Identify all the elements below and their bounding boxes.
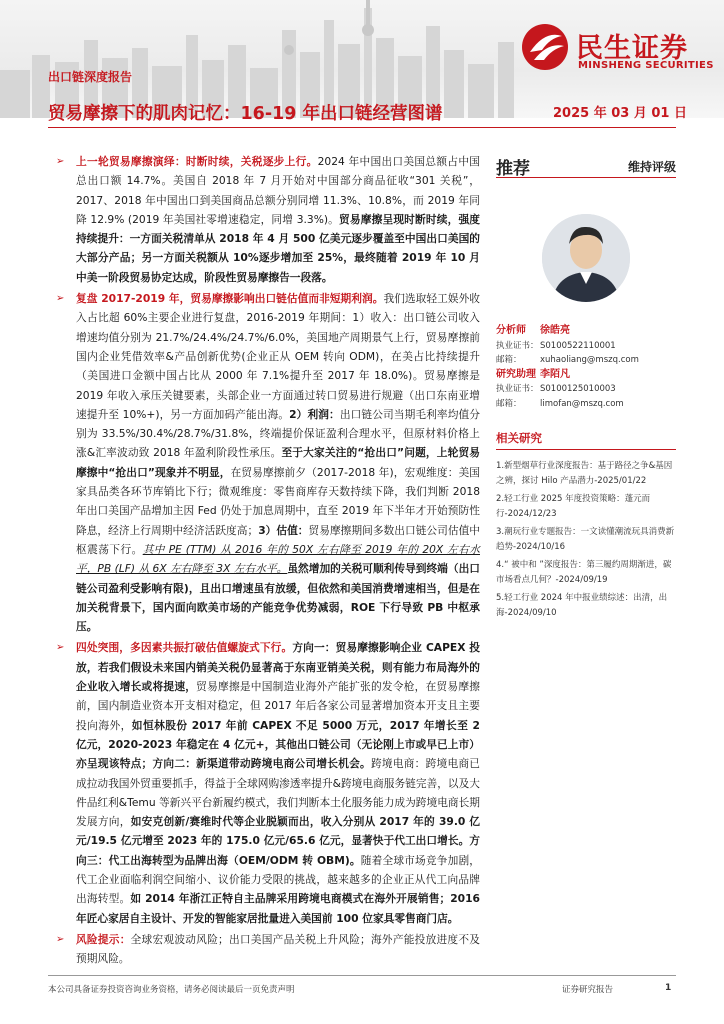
- paragraph-text: 虽然增加的关税可顺利传导到终端（出口链公司盈利受影响有限)，且出口增速虽有放缓，但依然和美国消费增速相当，但是在加关税背景下，国内面向欧美市场的产能竞争优势减弱，ROE 下行导致 PB 中枢承压。: [76, 562, 480, 634]
- paragraph-lead: 上一轮贸易摩擦演绎：时断时续，关税逐步上行。: [76, 155, 318, 168]
- paragraph-text: 贸易摩擦期间多数出口链公司估值中枢震荡下行。: [76, 523, 480, 556]
- minsheng-logo-icon: [520, 22, 570, 72]
- analyst-photo: [542, 214, 630, 302]
- cert-label: 执业证书：: [496, 384, 539, 394]
- paragraph-text: 贸易摩擦呈现时断时续，强度持续提升：一方面关税清单从 2018 年 4 月 500 亿美元逐步覆盖至中国出口美国的大部分产品；另一方面关税额从 10%逐步增加至 25%，最终随着 2019 年 10 月中美一阶段贸易协定达成，阶段性贸易摩擦告一段落。: [76, 212, 480, 284]
- summary-paragraph: [48, 152, 480, 287]
- report-type-label: 出口链深度报告: [48, 70, 133, 84]
- related-research-title: 相关研究: [496, 430, 676, 450]
- summary-paragraph: [48, 930, 480, 969]
- related-link[interactable]: 2.轻工行业 2025 年度投资策略：蓬元而行-2024/12/23: [496, 494, 651, 519]
- bullet-arrow-icon: ➢: [56, 933, 65, 945]
- related-research-list: [496, 459, 676, 621]
- related-link[interactable]: 3.潮玩行业专题报告：一文读懂潮流玩具消费新趋势-2024/10/16: [496, 527, 675, 552]
- paragraph-text: 贸易摩擦是中国制造业海外产能扩张的发令枪，在贸易摩擦前，国内制造业资本开支相对稳定，但 2017 年后各家公司显著增加资本开支且主要投向海外，: [76, 680, 480, 732]
- analyst-2-row: [496, 368, 676, 383]
- paragraph-text: 方向一：贸易摩擦影响企业 CAPEX 投放，若我们假设未来国内销美关税仍显著高于东南亚销美关税，则有能力布局海外的企业收入增长或将提速，: [76, 641, 480, 694]
- report-date: 2025 年 03 月 01 日: [553, 106, 687, 121]
- analyst-1-cert-row: [496, 339, 676, 354]
- paragraph-text: 如 2014 年浙江正特自主品牌采用跨境电商模式在海外开展销售；2016 年匠心家居自主设计、开发的智能家居批量进入美国前 100 位家具零售商门店。: [76, 892, 480, 925]
- paragraph-text: 3）估值：: [258, 523, 309, 537]
- footer-divider: [48, 975, 676, 976]
- summary-paragraph: [48, 638, 480, 927]
- sidebar: [496, 152, 676, 618]
- analyst-1-cert: S0100522110001: [540, 340, 616, 351]
- related-research: [496, 430, 676, 624]
- analyst-2-cert: S0100125010003: [540, 384, 616, 394]
- analyst-2-email[interactable]: limofan@mszq.com: [540, 398, 624, 409]
- cert-label: 执业证书：: [496, 340, 539, 351]
- footer-doc-type: 证券研究报告: [562, 985, 614, 995]
- mail-label: 邮箱：: [496, 398, 522, 409]
- recommendation-label: 推荐: [496, 159, 530, 179]
- paragraph-text: 全球宏观波动风险；出口美国产品关税上升风险；海外产能投放进度不及预期风险。: [76, 932, 480, 966]
- logo-english-name: MINSHENG SECURITIES: [578, 60, 714, 71]
- footer-disclaimer: 本公司具备证券投资咨询业务资格，请务必阅读最后一页免责声明: [48, 985, 295, 995]
- avatar-icon: [542, 214, 630, 302]
- analyst-2-name: 李陌凡: [540, 368, 570, 380]
- analyst-1-role: 分析师: [496, 325, 526, 336]
- analyst-info: [496, 324, 676, 411]
- page-title: 贸易摩擦下的肌肉记忆：16-19 年出口链经营图谱: [48, 104, 443, 124]
- analyst-1-row: [496, 324, 676, 339]
- paragraph-text: 我们选取轻工娱外收入占比超 60%主要企业进行复盘，2016-2019 年期间：1）收入：出口链公司收入增速均值分别为 21.7%/24.4%/24.7%/6.0%，美国地产周期景气上行，贸易摩擦前国内企业凭借效率&产品创新优势(企业正从 OEM 转向 ODM)，在美占比持续提升（美国进口金额中国占比从 2000 年 7.1%提升至 2017 年 18.0%)。贸易摩擦是 2019 年收入承压关键要素，头部企业一方面通过转口贸易进行规避（出口东南亚增速提升至 10%+)，另一方面加码产能出海。: [76, 292, 480, 421]
- analyst-1-name: 徐皓亮: [540, 325, 570, 336]
- paragraph-text: 随着全球市场竞争加剧，代工企业面临利润空间缩小、议价能力受限的挑战，越来越多的企业正从代工向品牌出海转型。: [76, 853, 480, 906]
- title-divider: [48, 127, 676, 128]
- summary-column: [48, 152, 480, 970]
- analyst-2-role: 研究助理: [496, 368, 536, 380]
- paragraph-text: 如安克创新/赛维时代等企业脱颖而出，收入分别从 2017 年的 39.0 亿元/19.5 亿元增至 2023 年的 175.0 亿元/65.6 亿元，显著快于代工出口增长。方向三：代工出海转型为品牌出海（OEM/ODM 转 OBM)。: [76, 815, 480, 867]
- page-number: 1: [665, 983, 672, 993]
- paragraph-text: 在贸易摩擦前夕（2017-2018 年)，宏观维度：美国家具品类各环节库销比下行；微观维度：零售商库存天数持续下降，我们判断 2018 年出口美国产品增加主因 Fed 仍处于加息周期中，直至 2019 年下半年才开始预防性降息，经济上行周期中经济活跃度高；: [76, 465, 480, 537]
- analyst-1-mail-row: [496, 353, 676, 368]
- related-link[interactable]: 4.“ 被中和 ”深度报告：第三履约周期渐进，碳市场看点几何？-2024/09/19: [496, 560, 672, 585]
- bullet-arrow-icon: ➢: [56, 642, 65, 654]
- bullet-arrow-icon: ➢: [56, 156, 65, 167]
- rating-row: [496, 152, 676, 178]
- mail-label: 邮箱：: [496, 355, 522, 365]
- logo-chinese-name: 民生证券: [576, 33, 688, 64]
- paragraph-text: 2）利润：: [289, 407, 340, 421]
- paragraph-text: 出口链公司当期毛利率均值分别为 33.5%/30.4%/28.7%/31.8%，终端提价保证盈利合理水平，但原材料价格上涨&汇率波动致 2018 年盈利阶段性承压。: [76, 407, 480, 460]
- paragraph-text: 2024 年中国出口美国总额占中国总出口额 14.7%。美国自 2018 年 7 月开始对中国部分商品征收“301 关税”，2017、2018 年中国出口到美国商品总额分别同增 11.3%、10.8%，而 2019 年同降 12.9% (2019 年美国社零增速稳定，同增 3.3%)。: [76, 155, 480, 226]
- related-link[interactable]: 1.新型烟草行业深度报告：基于路径之争&基因之辨，探讨 Hilo 产品潜力-2025/01/22: [496, 461, 673, 486]
- paragraph-text: 如恒林股份 2017 年前 CAPEX 不足 5000 万元，2017 年增长至 2 亿元，2020-2023 年稳定在 4 亿元+，其他出口链公司（无论刚上市或早已上市）亦呈现该特点；方向二：新渠道带动跨境电商公司增长机会。: [76, 718, 480, 771]
- analyst-2-cert-row: [496, 382, 676, 397]
- company-logo: [520, 22, 714, 72]
- related-link[interactable]: 5.轻工行业 2024 年中报业绩综述：出清，出海-2024/09/10: [496, 593, 668, 618]
- paragraph-lead: 风险提示：: [76, 932, 131, 946]
- analyst-1-email[interactable]: xuhaoliang@mszq.com: [540, 355, 639, 365]
- summary-paragraph: [48, 289, 480, 636]
- paragraph-lead: 复盘 2017-2019 年，贸易摩擦影响出口链估值而非短期利润。: [76, 292, 384, 306]
- paragraph-text: 跨境电商：跨境电商已成拉动我国外贸重要抓手，得益于全球网购渗透率提升&跨境电商服务链完善，以及大件品红利&Temu 等新兴平台新履约模式，我们判断本土化服务能力成为跨境电商长期发展方向，: [76, 757, 480, 829]
- paragraph-lead: 四处突围，多因素共振打破估值螺旋式下行。: [76, 641, 293, 655]
- rating-status: 维持评级: [627, 160, 676, 174]
- bullet-arrow-icon: ➢: [56, 293, 65, 305]
- paragraph-text: 至于大家关注的“抢出口”问题，上轮贸易摩擦中“抢出口”现象并不明显，: [76, 446, 480, 479]
- analyst-2-mail-row: [496, 397, 676, 412]
- paragraph-text: 其中 PE (TTM) 从 2016 年的 50X 左右降至 2019 年的 20X 左右水平，PB (LF) 从 6X 左右降至 3X 左右水平。: [76, 542, 480, 576]
